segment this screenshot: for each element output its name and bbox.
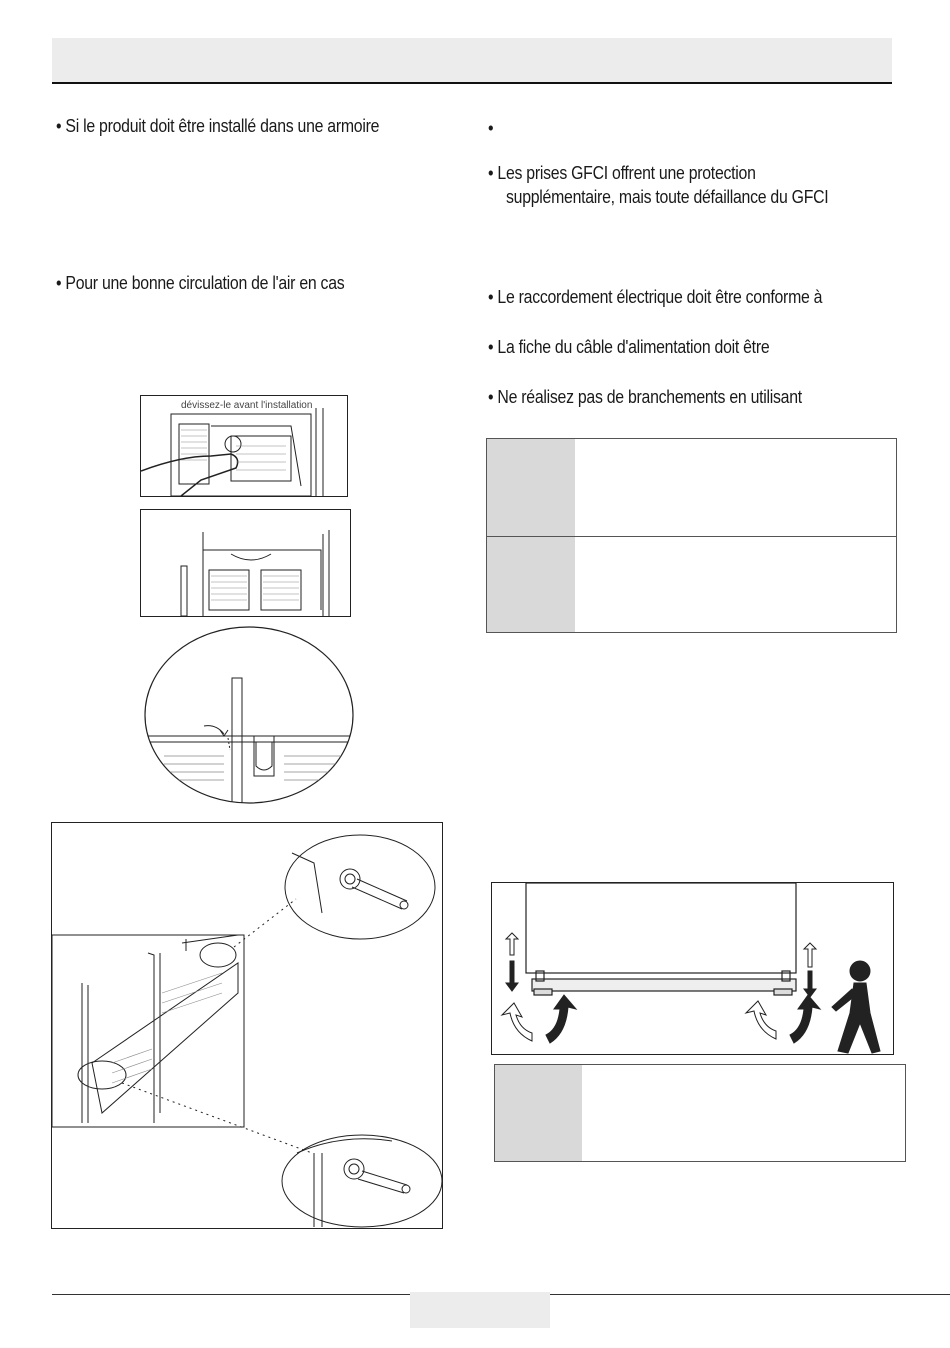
note-tab-2 [487,537,575,632]
curved-arrow-icon [502,995,820,1043]
figure-spacer-detail-drawing [144,626,354,804]
page-header-band [52,38,892,82]
right-bullet-no-branch: • Ne réalisez pas de branchements en utilisant [488,387,802,407]
left-bullet-air-circulation: • Pour une bonne circulation de l'air en cas [56,273,345,293]
right-bullet-plug: • La fiche du câble d'alimentation doit être [488,337,770,357]
figure-unscrew-caption: dévissez-le avant l'installation [181,400,313,411]
arrow-up-icon [506,933,816,967]
note-tab-3 [495,1065,582,1161]
right-bullet-gfci-cont: supplémentaire, mais toute défaillance du GFCI [506,187,829,207]
warning-note-box [486,438,897,633]
figure-spacer-install [51,822,443,1229]
page-number-tab [410,1292,550,1328]
figure-unscrew [140,395,348,497]
figure-spacers [140,509,351,617]
info-note-box [494,1064,906,1162]
right-bullet-gfci: • Les prises GFCI offrent une protection [488,163,756,183]
person-walking-icon [832,961,880,1053]
figure-spacer-detail [144,626,354,804]
right-bullet-connection: • Le raccordement électrique doit être conforme à [488,287,823,307]
header-rule [52,82,892,84]
note-tab-1 [487,439,575,536]
figure-unscrew-drawing [141,396,347,496]
left-bullet-cabinet: • Si le produit doit être installé dans une armoire [56,116,380,136]
figure-spacers-drawing [141,510,350,616]
right-bullet-empty: • [488,118,494,138]
figure-leveling-feet-drawing [492,883,893,1054]
figure-leveling-feet [491,882,894,1055]
figure-spacer-install-drawing [52,823,442,1228]
